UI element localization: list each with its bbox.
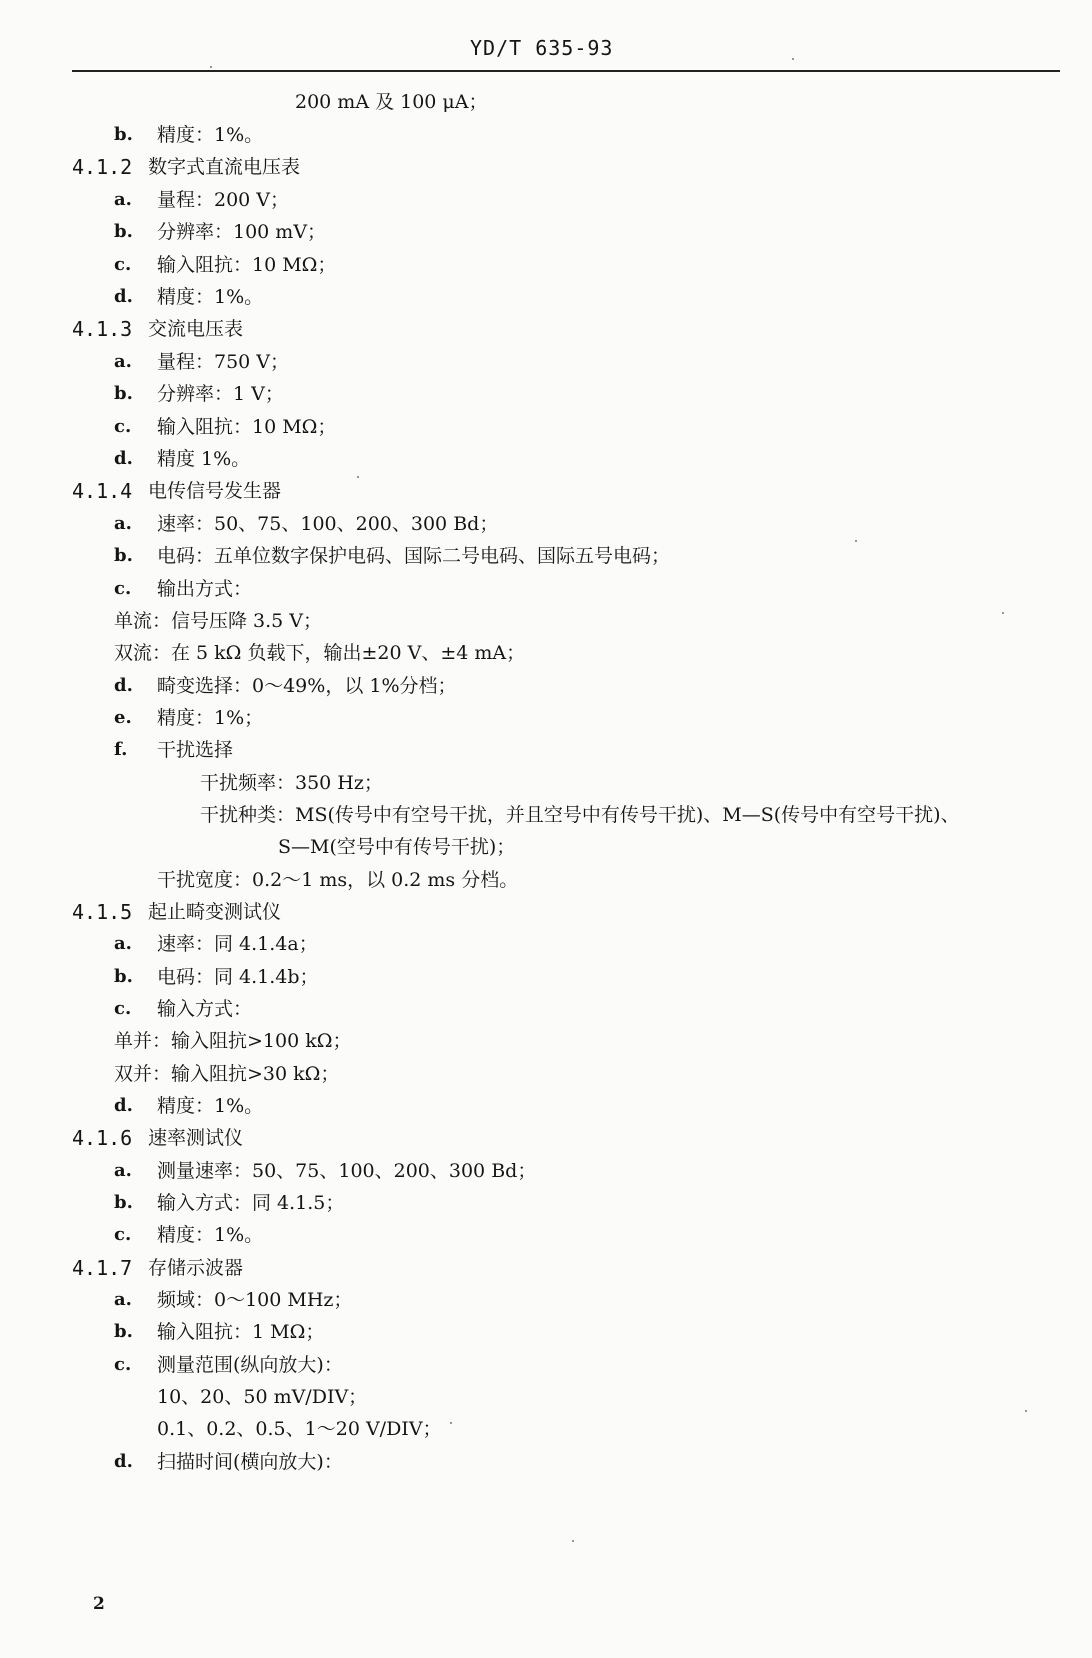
scan-speck [210,66,212,68]
section-title: 交流电压表 [148,318,244,340]
item-marker: c. [114,998,132,1019]
sub-line: 单并：输入阻抗>100 kΩ； [114,1030,352,1052]
item-marker: b. [114,966,133,987]
section-number: 4.1.7 [72,1256,133,1280]
scan-speck [855,540,857,542]
item-marker: b. [114,124,133,145]
item-text: 精度：1%。 [157,1224,264,1246]
sub-line: 干扰种类：MS(传号中有空号干扰，并且空号中有传号干扰)、M—S(传号中有空号干扰)、 [200,804,960,826]
scan-speck [1002,612,1004,614]
item-marker: d. [114,448,133,469]
item-marker: c. [114,578,132,599]
sub-line: S—M(空号中有传号干扰)； [278,836,516,858]
item-text: 输入阻抗：10 MΩ； [157,254,337,276]
item-text: 频域：0～100 MHz； [157,1289,353,1311]
item-text: 干扰选择 [157,739,234,761]
sub-line: 0.1、0.2、0.5、1～20 V/DIV； [157,1418,442,1440]
section-number: 4.1.6 [72,1126,133,1150]
item-marker: c. [114,1224,132,1245]
item-text: 分辨率：100 mV； [157,221,327,243]
item-marker: d. [114,1451,133,1472]
scan-speck [1025,1410,1027,1412]
item-text: 分辨率：1 V； [157,383,284,405]
section-number: 4.1.4 [72,479,133,503]
item-text: 测量速率：50、75、100、200、300 Bd； [157,1160,537,1182]
item-text: 精度：1%。 [157,1095,264,1117]
item-text: 测量范围(纵向放大)： [157,1354,343,1376]
sub-line: 双流：在 5 kΩ 负载下，输出±20 V、±4 mA； [114,642,526,664]
item-marker: d. [114,286,133,307]
continuation-line: 200 mA 及 100 μA； [295,91,488,113]
item-marker: d. [114,1095,133,1116]
page-number: 2 [93,1594,105,1614]
item-marker: e. [114,707,132,728]
document-code-header: YD/T 635-93 [470,36,614,60]
item-text: 扫描时间(横向放大)： [157,1451,343,1473]
item-marker: c. [114,254,132,275]
item-text: 电码：五单位数字保护电码、国际二号电码、国际五号电码； [157,545,671,567]
item-marker: c. [114,416,132,437]
item-marker: a. [114,933,132,954]
item-marker: b. [114,545,133,566]
section-title: 存储示波器 [148,1257,244,1279]
item-text: 精度 1%。 [157,448,251,470]
item-marker: a. [114,1160,132,1181]
item-marker: a. [114,351,132,372]
sub-line: 单流：信号压降 3.5 V； [114,610,323,632]
item-text: 畸变选择：0～49%，以 1%分档； [157,675,457,697]
item-marker: b. [114,221,133,242]
scan-speck [572,1540,574,1542]
item-marker: a. [114,513,132,534]
item-marker: f. [114,739,128,760]
item-marker: c. [114,1354,132,1375]
section-title: 起止畸变测试仪 [148,901,282,923]
sub-line: 双并：输入阻抗>30 kΩ； [114,1063,340,1085]
item-text: 精度：1%。 [157,124,264,146]
scan-speck [792,58,794,60]
item-text: 输入阻抗：10 MΩ； [157,416,337,438]
section-title: 电传信号发生器 [148,480,282,502]
item-text: 电码：同 4.1.4b； [157,966,319,988]
item-marker: b. [114,1192,133,1213]
item-text: 量程：750 V； [157,351,290,373]
item-marker: b. [114,1321,133,1342]
item-text: 输出方式： [157,578,253,600]
item-text: 精度：1%。 [157,286,264,308]
section-title: 数字式直流电压表 [148,156,301,178]
item-marker: a. [114,189,132,210]
item-text: 速率：50、75、100、200、300 Bd； [157,513,499,535]
item-text: 速率：同 4.1.4a； [157,933,318,955]
header-rule [72,70,1060,72]
scan-speck [450,1422,452,1424]
item-marker: a. [114,1289,132,1310]
sub-line: 干扰宽度：0.2～1 ms，以 0.2 ms 分档。 [157,869,519,891]
item-text: 精度：1%； [157,707,264,729]
item-text: 输入方式：同 4.1.5； [157,1192,345,1214]
section-number: 4.1.2 [72,155,133,179]
scan-speck [357,476,359,478]
item-text: 量程：200 V； [157,189,290,211]
sub-line: 10、20、50 mV/DIV； [157,1386,368,1408]
section-number: 4.1.5 [72,900,133,924]
sub-line: 干扰频率：350 Hz； [200,772,383,794]
item-text: 输入方式： [157,998,253,1020]
item-marker: d. [114,675,133,696]
section-number: 4.1.3 [72,317,133,341]
item-text: 输入阻抗：1 MΩ； [157,1321,325,1343]
section-title: 速率测试仪 [148,1127,244,1149]
item-marker: b. [114,383,133,404]
